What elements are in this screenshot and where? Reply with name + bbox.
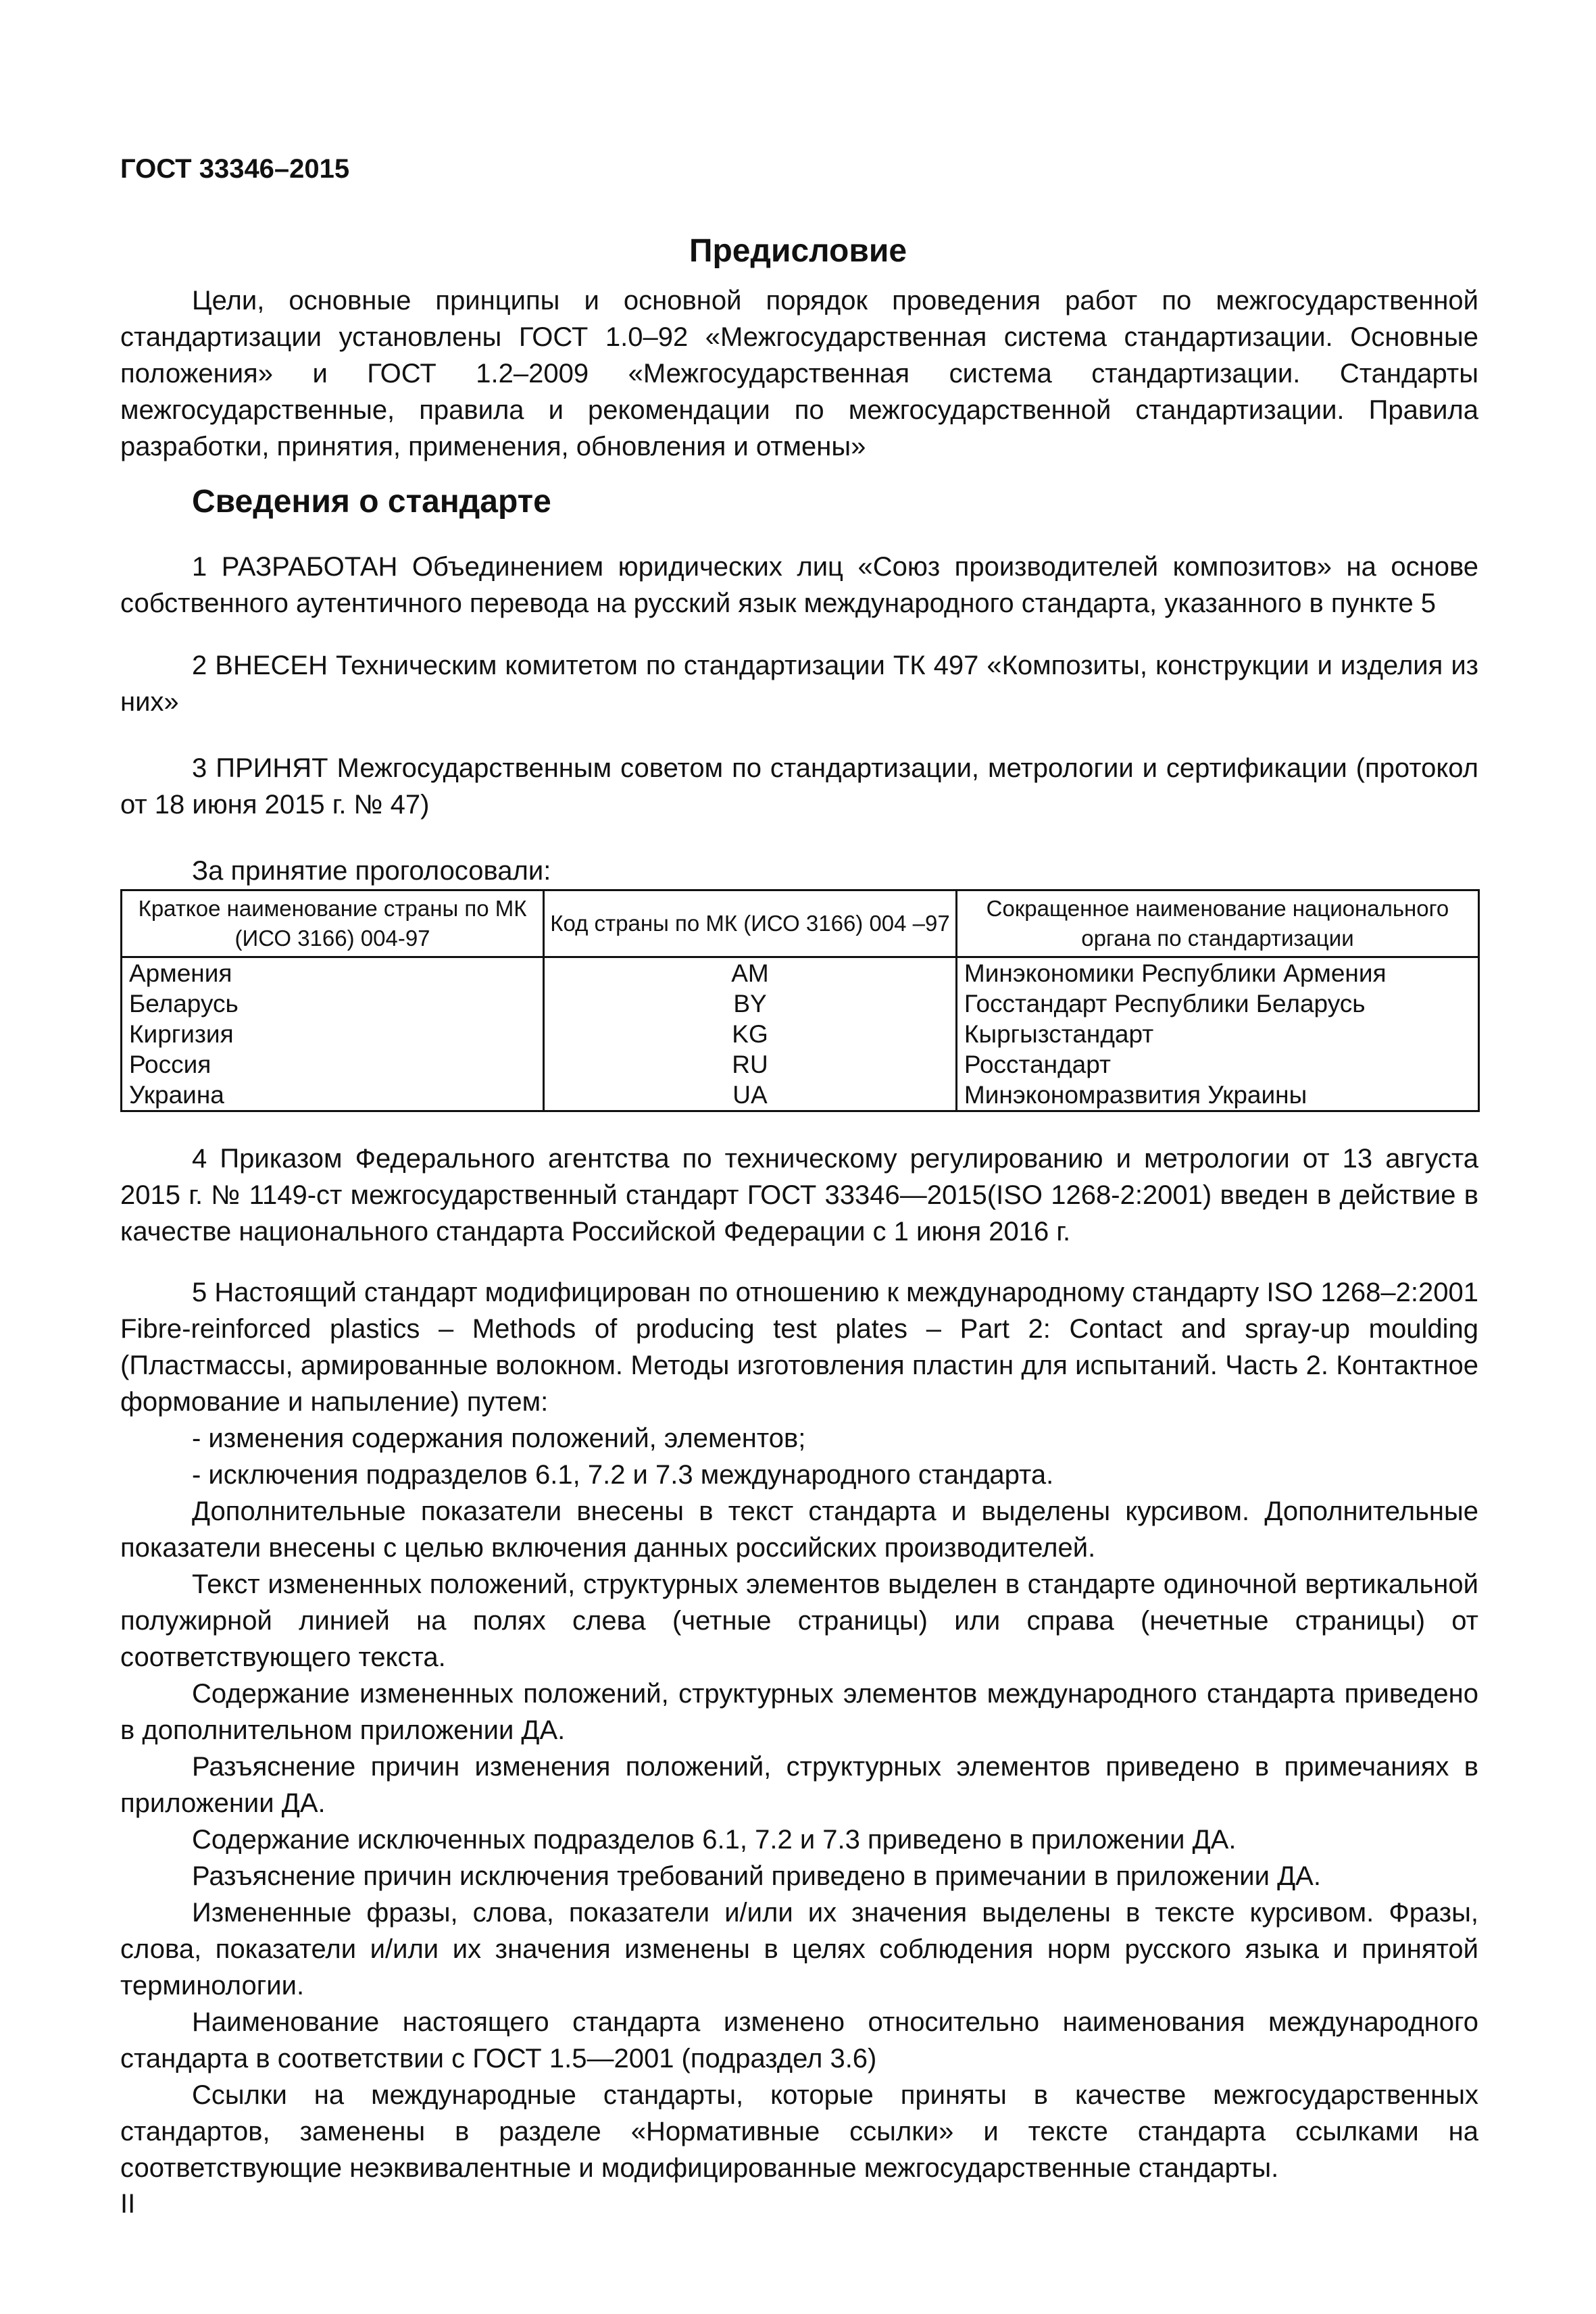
- standards-body: Госстандарт Республики Беларусь: [956, 988, 1478, 1019]
- paragraph-changed-text: Текст измененных положений, структурных элементов выделен в стандарте одиночной вертикальной полужирной линией на полях слева (четные страницы) или справа (нечетные страницы) от соответствующего текста.: [120, 1569, 1478, 1672]
- country-code: KG: [544, 1019, 957, 1049]
- column-header-country: Краткое наименование страны по МК (ИСО 3166) 004-97: [122, 890, 544, 957]
- country-name: Украина: [122, 1080, 544, 1111]
- paragraph-additional-indicators: Дополнительные показатели внесены в текст стандарта и выделены курсивом. Дополнительные показатели внесены с целью включения данных российских производителей.: [120, 1496, 1478, 1563]
- document-code: ГОСТ 33346–2015: [120, 154, 350, 184]
- info-item-5: 5 Настоящий стандарт модифицирован по отношению к международному стандарту ISO 1268–2:2001 Fibre-reinforced plastics – Methods of producing test plates – Part 2: Contact and spray-up moulding (Пластмассы, армированные волокном. Методы изготовления пластин для испытаний. Часть 2. Контактное формование и напыление) путем:: [120, 1278, 1478, 1417]
- page-number: II: [120, 2189, 136, 2219]
- country-code: BY: [544, 988, 957, 1019]
- paragraph-excluded-content: Содержание исключенных подразделов 6.1, 7.2 и 7.3 приведено в приложении ДА.: [192, 1825, 1237, 1855]
- table-row: [122, 1080, 1479, 1111]
- info-item-4: 4 Приказом Федерального агентства по техническому регулированию и метрологии от 13 августа 2015 г. № 1149-ст межгосударственный стандарт ГОСТ 33346—2015(ISO 1268-2:2001) введен в действие в качестве национального стандарта Российской Федерации с 1 июня 2016 г.: [120, 1144, 1478, 1247]
- paragraph-exclusion-reasons: Разъяснение причин исключения требований приведено в примечании в приложении ДА.: [192, 1861, 1321, 1891]
- standard-info-title: Сведения о стандарте: [192, 484, 551, 520]
- column-header-body: Сокращенное наименование национального органа по стандартизации: [956, 890, 1478, 957]
- standards-body: Кыргызстандарт: [956, 1019, 1478, 1049]
- table-row: [122, 957, 1479, 989]
- table-row: [122, 1049, 1479, 1080]
- paragraph-changed-content: Содержание измененных положений, структурных элементов международного стандарта приведено в дополнительном приложении ДА.: [120, 1679, 1478, 1745]
- paragraph-change-reasons: Разъяснение причин изменения положений, структурных элементов приведено в примечаниях в приложении ДА.: [120, 1752, 1478, 1818]
- vote-intro: За принятие проголосовали:: [192, 856, 551, 886]
- voting-table: [120, 889, 1480, 1112]
- bullet-item: - изменения содержания положений, элементов;: [192, 1424, 806, 1453]
- country-code: UA: [544, 1080, 957, 1111]
- info-item-1: 1 РАЗРАБОТАН Объединением юридических лиц «Союз производителей композитов» на основе собственного аутентичного перевода на русский язык международного стандарта, указанного в пункте 5: [120, 552, 1478, 618]
- country-name: Армения: [122, 957, 544, 989]
- paragraph-title-change: Наименование настоящего стандарта изменено относительно наименования международного стандарта в соответствии с ГОСТ 1.5—2001 (подраздел 3.6): [120, 2007, 1478, 2073]
- paragraph-references: Ссылки на международные стандарты, которые приняты в качестве межгосударственных стандартов, заменены в разделе «Нормативные ссылки» и тексте стандарта ссылками на соответствующие неэквивалентные и модифицированные межгосударственные стандарты.: [120, 2080, 1478, 2183]
- info-item-2: 2 ВНЕСЕН Техническим комитетом по стандартизации ТК 497 «Композиты, конструкции и изделия из них»: [120, 651, 1478, 717]
- standards-body: Росстандарт: [956, 1049, 1478, 1080]
- country-name: Беларусь: [122, 988, 544, 1019]
- table-row: [122, 1019, 1479, 1049]
- standards-body: Минэкономразвития Украины: [956, 1080, 1478, 1111]
- paragraph-changed-phrases: Измененные фразы, слова, показатели и/или их значения выделены в тексте курсивом. Фразы, слова, показатели и/или их значения изменены в целях соблюдения норм русского языка и принятой терминологии.: [120, 1898, 1478, 2001]
- info-item-3: 3 ПРИНЯТ Межгосударственным советом по стандартизации, метрологии и сертификации (протокол от 18 июня 2015 г. № 47): [120, 753, 1478, 820]
- standards-body: Минэкономики Республики Армения: [956, 957, 1478, 989]
- column-header-code: Код страны по МК (ИСО 3166) 004 –97: [544, 890, 957, 957]
- foreword-title: Предисловие: [689, 233, 907, 269]
- country-code: RU: [544, 1049, 957, 1080]
- table-header-row: [122, 890, 1479, 957]
- country-name: Киргизия: [122, 1019, 544, 1049]
- country-code: AM: [544, 957, 957, 989]
- bullet-item: - исключения подразделов 6.1, 7.2 и 7.3 международного стандарта.: [192, 1460, 1054, 1490]
- foreword-text: Цели, основные принципы и основной порядок проведения работ по межгосударственной стандартизации установлены ГОСТ 1.0–92 «Межгосударственная система стандартизации. Основные положения» и ГОСТ 1.2–2009 «Межгосударственная система стандартизации. Стандарты межгосударственные, правила и рекомендации по межгосударственной стандартизации. Правила разработки, принятия, применения, обновления и отмены»: [120, 286, 1478, 461]
- table-row: [122, 988, 1479, 1019]
- country-name: Россия: [122, 1049, 544, 1080]
